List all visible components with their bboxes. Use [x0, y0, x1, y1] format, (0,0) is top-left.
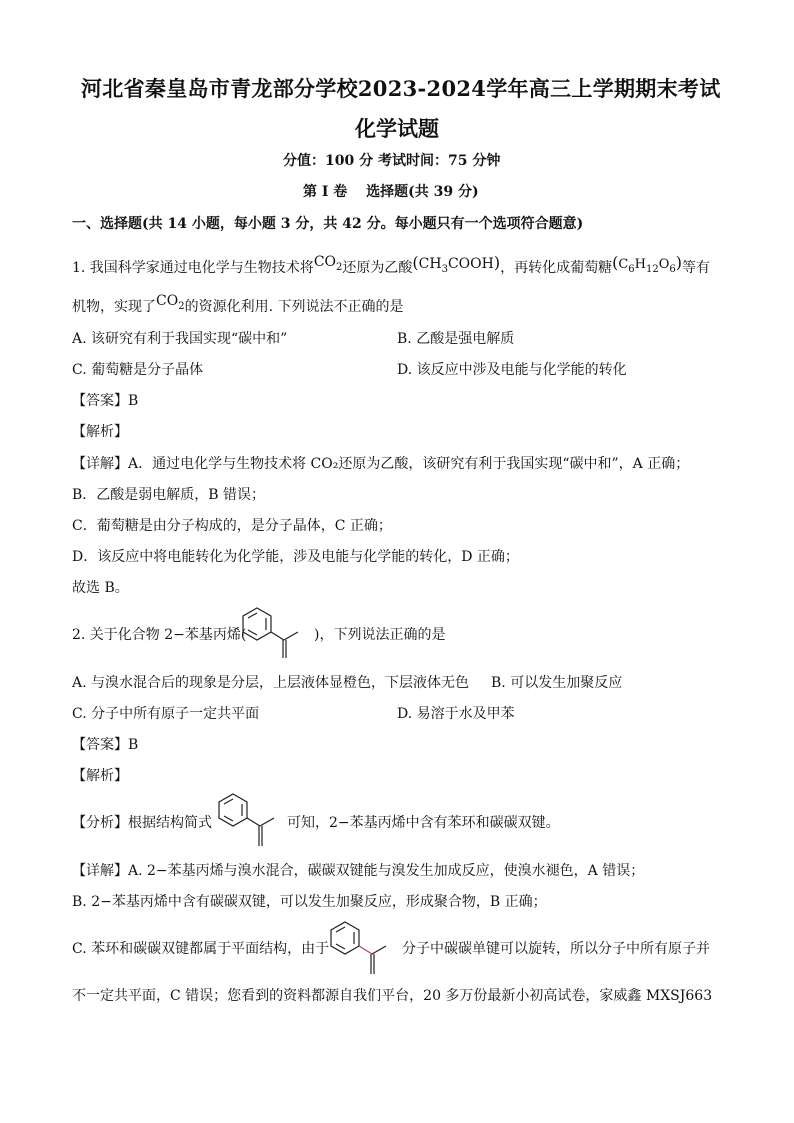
q2-option-a: A. 与溴水混合后的现象是分层，上层液体显橙色，下层液体无色 [72, 675, 470, 691]
q2-option-b: B. 可以发生加聚反应 [491, 675, 623, 691]
q1-stem-part: 1. 我国科学家通过电化学与生物技术将 [72, 260, 314, 276]
q1-stem-part: 还原为乙酸 [342, 260, 413, 276]
co2-text: CO [313, 254, 337, 270]
q2-option-c: C. 分子中所有原子一定共平面 [72, 706, 260, 722]
acetic-sub: 3 [441, 264, 448, 276]
rotatable-single-bond [359, 946, 372, 954]
2-phenylpropene-structure-icon [238, 604, 312, 660]
q1-conclusion: 故选 B。 [72, 580, 129, 596]
glucose-formula: $(C_6H_{12}O_6)$ [612, 253, 683, 276]
volume-heading: 第 I 卷 选择题(共 39 分) [303, 184, 479, 200]
q1-stem-line2 [72, 293, 404, 318]
q2-detail-c-part3: 不一定共平面，C 错误；您看到的资料都源自我们平台，20 多万份最新小初高试卷，家威鑫 MXSJ663 [72, 988, 713, 1004]
subject-title: 化学试题 [355, 116, 439, 141]
glucose-text: H [634, 257, 646, 272]
q1-detail-d: D．该反应中将电能转化为化学能，涉及电能与化学能的转化，D 正确； [72, 549, 519, 565]
exam-title: 河北省秦皇岛市青龙部分学校2023-2024学年高三上学期期末考试 [81, 76, 721, 101]
exam-meta: 分值：100 分 考试时间：75 分钟 [283, 153, 501, 169]
q1-stem-part: ，再转化成葡萄糖 [500, 260, 613, 276]
q2-option-d: D. 易溶于水及甲苯 [397, 706, 515, 722]
q1-option-c: C. 葡萄糖是分子晶体 [72, 362, 204, 378]
q2-detail-a: 【详解】A. 2−苯基丙烯与溴水混合，碳碳双键能与溴发生加成反应，使溴水褪色，A 错误； [72, 863, 645, 879]
co2-formula [313, 254, 343, 273]
co2-sub: 2 [336, 261, 343, 273]
co2-text: CO [156, 293, 179, 309]
q1-analysis-tag: 【解析】 [72, 424, 128, 440]
co2-formula [156, 293, 185, 312]
q1-detail-c: C．葡萄糖是由分子构成的，是分子晶体，C 正确； [72, 518, 392, 534]
2-phenylpropene-structure-icon [326, 918, 400, 976]
q1-option-b: B. 乙酸是强电解质 [397, 331, 515, 347]
q2-stem-b: )，下列说法正确的是 [314, 627, 446, 643]
glucose-sub: 6 [628, 264, 635, 276]
q2-stem-a: 2. 关于化合物 2−苯基丙烯( [72, 627, 247, 643]
q1-option-a: A. 该研究有利于我国实现“碳中和” [72, 331, 288, 347]
q2-detail-c-part1: C. 苯环和碳碳双键都属于平面结构，由于 [72, 941, 330, 957]
q1-stem-part: 的资源化利用. 下列说法不正确的是 [184, 299, 404, 315]
q1-option-d: D. 该反应中涉及电能与化学能的转化 [397, 362, 627, 378]
q1-detail-a: 【详解】A．通过电化学与生物技术将 CO₂还原为乙酸，该研究有利于我国实现“碳中和”，A 正确； [72, 456, 690, 472]
q1-stem-part: 等有 [682, 260, 711, 276]
q2-analysis-a: 【分析】根据结构简式 [72, 815, 212, 831]
co2-sub: 2 [178, 300, 185, 312]
2-phenylpropene-structure-icon [214, 790, 288, 848]
glucose-sub: 6 [669, 264, 676, 276]
q1-detail-b: B．乙酸是弱电解质，B 错误； [72, 487, 266, 503]
section-heading: 一、选择题(共 14 小题，每小题 3 分，共 42 分。每小题只有一个选项符合题意) [72, 216, 584, 232]
acetic-text: COOH [447, 256, 494, 272]
q2-detail-c-part2: 分子中碳碳单键可以旋转，所以分子中所有原子并 [402, 941, 710, 957]
q2-detail-b: B. 2−苯基丙烯中含有碳碳双键，可以发生加聚反应，形成聚合物，B 正确； [72, 894, 547, 910]
q1-stem-part: 机物，实现了 [72, 299, 156, 315]
acetic-text: CH [418, 256, 442, 272]
q2-answer: 【答案】B [72, 737, 139, 753]
glucose-text: C [618, 257, 629, 272]
q2-analysis-tag: 【解析】 [72, 768, 128, 784]
q1-stem-line1 [72, 253, 711, 279]
q2-analysis-b: 可知，2−苯基丙烯中含有苯环和碳碳双键。 [287, 815, 560, 831]
acetic-acid-formula: $(CH_3COOH)$ [412, 253, 501, 276]
glucose-sub: 12 [646, 264, 659, 276]
q1-answer: 【答案】B [72, 393, 139, 409]
glucose-text: O [658, 257, 670, 272]
